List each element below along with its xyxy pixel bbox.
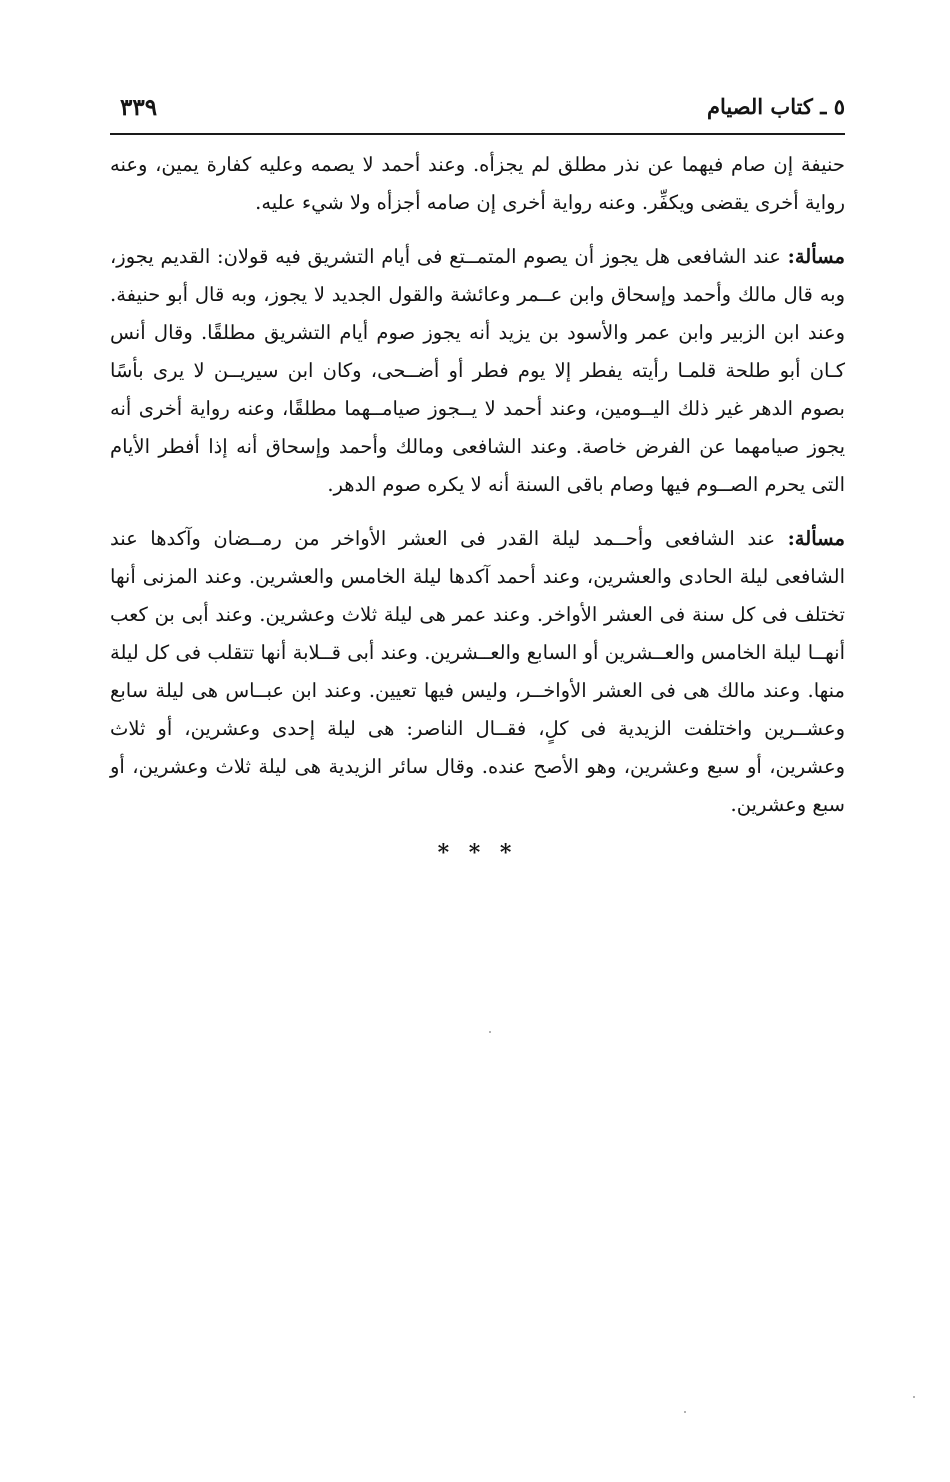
masala-label: مسألة: [787,245,846,268]
section-end-stars: * * * [437,840,518,866]
paragraph-continuation: حنيفة إن صام فيهما عن نذر مطلق لم يجزأه. وعند أحمد لا يصمه وعليه كفارة يمين، وعنه رواية أخرى يقضى ويكفِّر. وعنه رواية أخرى إن صامه أجزأه ولا شيء عليه. [110,153,845,214]
page-number: ٣٣٩ [120,94,158,121]
scan-speck [489,1031,491,1033]
page [110,92,845,866]
paragraph-text: عند الشافعى هل يجوز أن يصوم المتمــتع فى أيام التشريق فيه قولان: القديم يجوز، وبه قال مالك وأحمد وإسحاق وابن عــمر وعائشة والقول الجديد لا يجوز، وبه قال أبو حنيفة. وعند ابن الزبير وابن عمر والأسود بن يزيد أنه يجوز صوم أيام التشريق مطلقًا. وقال أنس كـان أبو طلحة قلمـا رأيته يفطر إلا يوم فطر أو أضــحى، وكان ابن سيريــن لا يرى بأسًا بصوم الدهر غير ذلك اليــومين، وعند أحمد لا يــجوز صيامــهما مطلقًا، وعنه رواية أخرى أنه يجوز صيامهما عن الفرض خاصة. وعند الشافعى ومالك وأحمد وإسحاق أنه إذا أفطر الأيام التى يحرم الصــوم فيها وصام باقى السنة أنه لا يكره صوم الدهر. [110,245,845,496]
scan-speck [684,1411,686,1413]
header-rule [110,133,845,135]
page-header [110,92,845,136]
paragraph-tashriq [110,238,845,504]
chapter-title: ٥ ـ كتاب الصيام [706,94,845,119]
paragraph-text: عند الشافعى وأحــمد ليلة القدر فى العشر الأواخر من رمــضان وآكدها عند الشافعى ليلة الحادى والعشرين، وعند أحمد آكدها ليلة الخامس والعشرين. وعند المزنى أنها تختلف فى كل سنة فى العشر الأواخر. وعند عمر هى ليلة ثلاث وعشرين. وعند أبى بن كعب أنهــا ليلة الخامس والعــشرين أو السابع والعــشرين. وعند أبى قــلابة أنها تتقلب فى كل ليلة منها. وعند مالك هى فى العشر الأواخــر، وليس فيها تعيين. وعند ابن عبــاس هى ليلة سابع وعشــرين واختلفت الزيدية فى كلٍ، فقــال الناصر: هى ليلة إحدى وعشرين، أو ثلاث وعشرين، أو سبع وعشرين، وهو الأصح عنده. وقال سائر الزيدية هى ليلة ثلاث وعشرين، أو سبع وعشرين. [110,527,845,816]
paragraph-laylat-al-qadr [110,520,845,824]
masala-label: مسألة: [787,527,845,550]
scan-speck [913,1396,915,1398]
